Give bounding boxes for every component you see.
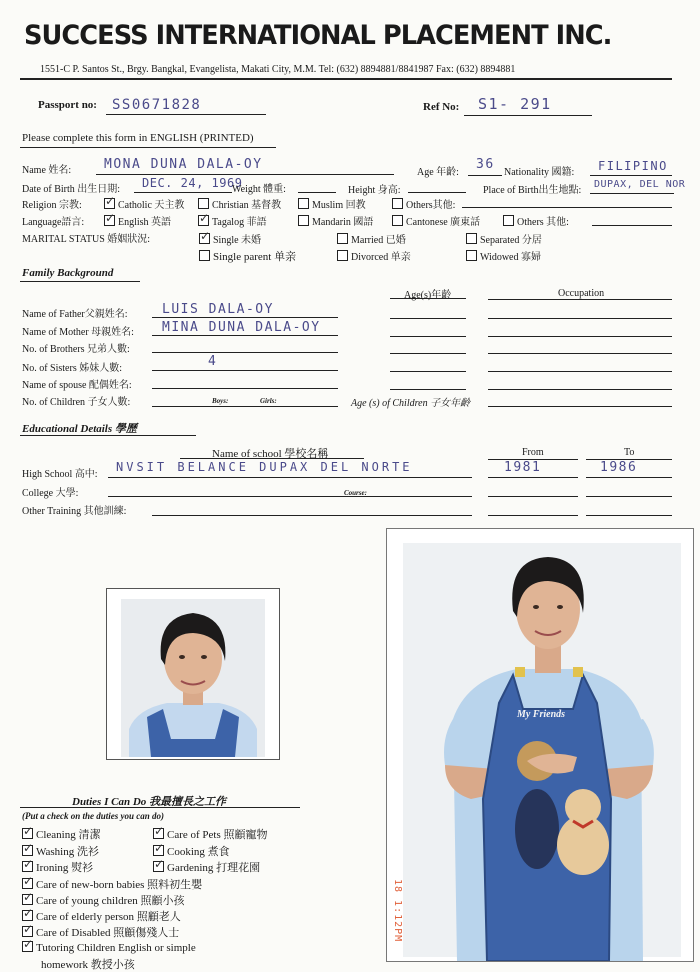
age-label: Age 年齡: bbox=[417, 167, 459, 178]
religion-catholic[interactable]: ✓ Catholic 天主教 bbox=[104, 196, 184, 211]
education-title: Educational Details 學歷 bbox=[22, 423, 137, 435]
brothers-occ-line bbox=[488, 353, 672, 354]
spouse-line bbox=[152, 388, 338, 389]
checkbox-checked-icon[interactable] bbox=[153, 828, 164, 839]
checkbox-icon[interactable] bbox=[337, 250, 348, 261]
children-line bbox=[152, 406, 338, 407]
checkbox-icon[interactable] bbox=[337, 233, 348, 244]
language-mandarin[interactable]: Mandarin 國語 bbox=[298, 213, 373, 228]
language-others[interactable]: Others 其他: bbox=[503, 213, 569, 228]
company-name: SUCCESS INTERNATIONAL PLACEMENT INC. bbox=[24, 20, 612, 51]
instructions-rule bbox=[20, 147, 276, 148]
father-label: Name of Father父親姓名: bbox=[22, 309, 128, 320]
occupation-header: Occupation bbox=[558, 288, 605, 299]
checkbox-checked-icon[interactable] bbox=[22, 941, 33, 952]
brothers-label: No. of Brothers 兄弟人數: bbox=[22, 344, 130, 355]
college-to-line bbox=[586, 496, 672, 497]
checkbox-checked-icon[interactable] bbox=[22, 910, 33, 921]
ref-label: Ref No: bbox=[423, 101, 460, 113]
brothers-line bbox=[152, 352, 338, 353]
checkbox-icon[interactable] bbox=[503, 215, 514, 226]
highschool-value[interactable]: NVSIT BELANCE DUPAX DEL NORTE bbox=[116, 460, 413, 474]
checkbox-checked-icon[interactable] bbox=[22, 845, 33, 856]
father-line bbox=[152, 317, 338, 318]
from-header: From bbox=[522, 447, 544, 458]
checkbox-checked-icon[interactable] bbox=[199, 233, 210, 244]
duty-newborn[interactable]: ✓Care of new-born babies 照料初生嬰 bbox=[22, 876, 202, 892]
duties-subtitle: (Put a check on the duties you can do) bbox=[22, 811, 164, 821]
mother-label: Name of Mother 母親姓名: bbox=[22, 327, 134, 338]
weight-line bbox=[298, 192, 336, 193]
language-english[interactable]: ✓ English 英語 bbox=[104, 213, 171, 228]
duty-disabled[interactable]: ✓Care of Disabled 照顧傷殘人士 bbox=[22, 924, 179, 940]
ref-line bbox=[464, 115, 592, 116]
checkbox-icon[interactable] bbox=[198, 198, 209, 209]
passport-line bbox=[106, 114, 266, 115]
checkbox-checked-icon[interactable] bbox=[104, 198, 115, 209]
marital-label: MARITAL STATUS 婚姻狀況: bbox=[22, 234, 151, 245]
age-header-rule bbox=[390, 298, 466, 299]
children-label: No. of Children 子女人數: bbox=[22, 397, 131, 408]
hs-to-value[interactable]: 1986 bbox=[600, 460, 638, 475]
checkbox-icon[interactable] bbox=[298, 215, 309, 226]
pob-line bbox=[590, 193, 674, 194]
sisters-age-line bbox=[390, 371, 466, 372]
mother-line bbox=[152, 335, 338, 336]
brothers-age-line bbox=[390, 353, 466, 354]
father-occ-line bbox=[488, 318, 672, 319]
name-line bbox=[96, 174, 394, 175]
checkbox-icon[interactable] bbox=[466, 250, 477, 261]
nationality-label: Nationality 國籍: bbox=[504, 167, 575, 178]
checkbox-checked-icon[interactable] bbox=[153, 861, 164, 872]
checkbox-checked-icon[interactable] bbox=[104, 215, 115, 226]
college-line bbox=[108, 496, 472, 497]
checkbox-checked-icon[interactable] bbox=[22, 926, 33, 937]
dob-value[interactable]: DEC. 24, 1969 bbox=[142, 176, 243, 190]
checkbox-icon[interactable] bbox=[298, 198, 309, 209]
school-header-rule bbox=[180, 458, 364, 459]
checkbox-checked-icon[interactable] bbox=[153, 845, 164, 856]
company-address: 1551-C P. Santos St., Brgy. Bangkal, Evangelista, Makati City, M.M. Tel: (632) 8894881/8841987 Fax: (632) 8894881 bbox=[40, 64, 516, 75]
age-line bbox=[468, 175, 502, 176]
religion-label: Religion 宗教: bbox=[22, 200, 82, 211]
duty-tutoring-extra: homework 教授小孩 bbox=[41, 959, 135, 971]
spouse-age-line bbox=[390, 389, 466, 390]
ref-value[interactable]: S1- 291 bbox=[478, 95, 552, 113]
sisters-label: No. of Sisters 姊妹人數: bbox=[22, 363, 122, 374]
checkbox-checked-icon[interactable] bbox=[22, 861, 33, 872]
marital-married[interactable]: Married 已婚 bbox=[337, 231, 406, 246]
photo-timestamp: 18 1:12PM bbox=[392, 879, 403, 943]
marital-separated[interactable]: Separated 分居 bbox=[466, 231, 542, 246]
sisters-occ-line bbox=[488, 371, 672, 372]
height-label: Height 身高: bbox=[348, 185, 401, 196]
family-title-rule bbox=[20, 281, 140, 282]
duty-elderly[interactable]: ✓Care of elderly person 照顧老人 bbox=[22, 908, 181, 924]
hs-from-line bbox=[488, 477, 578, 478]
checkbox-icon[interactable] bbox=[392, 198, 403, 209]
id-photo bbox=[106, 588, 280, 760]
nationality-value[interactable]: FILIPINO bbox=[598, 159, 668, 173]
religion-muslim[interactable]: Muslim 回教 bbox=[298, 196, 366, 211]
father-age-line bbox=[390, 318, 466, 319]
header-rule bbox=[20, 78, 672, 80]
marital-single[interactable]: ✓ Single 未婚 bbox=[199, 231, 261, 246]
religion-others[interactable]: Others其他: bbox=[392, 196, 455, 211]
duty-cleaning[interactable]: ✓Cleaning 清潔 bbox=[22, 826, 100, 842]
checkbox-checked-icon[interactable] bbox=[198, 215, 209, 226]
name-value[interactable]: MONA DUNA DALA-OY bbox=[104, 157, 263, 172]
instructions: Please complete this form in ENGLISH (PRINTED) bbox=[22, 132, 254, 144]
school-header: Name of school 學校名稱 bbox=[212, 448, 329, 460]
to-header: To bbox=[624, 447, 635, 458]
full-portrait-image bbox=[387, 529, 693, 961]
dob-label: Date of Birth 出生日期: bbox=[22, 184, 121, 195]
college-label: College 大學: bbox=[22, 488, 79, 499]
religion-christian[interactable]: Christian 基督教 bbox=[198, 196, 281, 211]
hs-from-value[interactable]: 1981 bbox=[504, 460, 542, 475]
full-photo bbox=[386, 528, 694, 962]
nationality-line bbox=[590, 175, 672, 176]
duty-washing[interactable]: ✓Washing 洗衫 bbox=[22, 843, 99, 859]
checkbox-checked-icon[interactable] bbox=[22, 894, 33, 905]
highschool-label: High School 高中: bbox=[22, 469, 98, 480]
other-to-line bbox=[586, 515, 672, 516]
course-label: Course: bbox=[344, 489, 367, 497]
name-label: Name 姓名: bbox=[22, 165, 72, 176]
duty-gardening[interactable]: ✓Gardening 打理花園 bbox=[153, 859, 260, 875]
pob-value[interactable]: DUPAX, DEL NOR bbox=[594, 179, 686, 190]
college-from-line bbox=[488, 496, 578, 497]
sisters-line bbox=[152, 370, 338, 371]
marital-widowed[interactable]: Widowed 寡婦 bbox=[466, 248, 541, 263]
language-others-line bbox=[592, 225, 672, 226]
religion-others-line bbox=[462, 207, 672, 208]
language-cantonese[interactable]: Cantonese 廣東話 bbox=[392, 213, 480, 228]
mother-age-line bbox=[390, 336, 466, 337]
hs-to-line bbox=[586, 477, 672, 478]
girls-label: Girls: bbox=[260, 397, 277, 405]
education-title-rule bbox=[20, 435, 196, 436]
duty-ironing[interactable]: ✓Ironing 熨衫 bbox=[22, 859, 93, 875]
family-title: Family Background bbox=[22, 267, 114, 279]
spouse-label: Name of spouse 配偶姓名: bbox=[22, 380, 132, 391]
duty-cooking[interactable]: ✓Cooking 煮食 bbox=[153, 843, 230, 859]
occupation-header-rule bbox=[488, 299, 672, 300]
duty-pets[interactable]: ✓Care of Pets 照顧寵物 bbox=[153, 826, 268, 842]
passport-label: Passport no: bbox=[38, 99, 97, 111]
duty-young-children[interactable]: ✓Care of young children 照顧小孩 bbox=[22, 892, 184, 908]
boys-label: Boys: bbox=[212, 397, 229, 405]
language-label: Language語言: bbox=[22, 217, 85, 228]
other-training-line bbox=[152, 515, 472, 516]
checkbox-checked-icon[interactable] bbox=[22, 828, 33, 839]
id-portrait-image bbox=[107, 589, 279, 759]
marital-divorced[interactable]: Divorced 单亲 bbox=[337, 248, 411, 263]
pob-label: Place of Birth出生地點: bbox=[483, 185, 582, 196]
language-tagalog[interactable]: ✓ Tagalog 菲語 bbox=[198, 213, 267, 228]
height-line bbox=[408, 192, 466, 193]
duties-title: Duties I Can Do 我最擅長之工作 bbox=[72, 796, 227, 808]
marital-single-parent[interactable]: Single parent 单亲 bbox=[199, 248, 296, 264]
mother-occ-line bbox=[488, 336, 672, 337]
children-age-line bbox=[488, 406, 672, 407]
weight-label: Weight 體重: bbox=[232, 184, 286, 195]
sisters-value[interactable]: 4 bbox=[208, 354, 218, 369]
checkbox-icon[interactable] bbox=[199, 250, 210, 261]
duty-tutoring[interactable]: ✓Tutoring Children English or simple bbox=[22, 941, 196, 954]
other-from-line bbox=[488, 515, 578, 516]
highschool-line bbox=[108, 477, 472, 478]
apron-text: My Friends bbox=[517, 709, 566, 720]
children-age-label: Age (s) of Children 子女年齡 bbox=[351, 398, 471, 409]
dob-line bbox=[134, 192, 232, 193]
other-training-label: Other Training 其他訓練: bbox=[22, 506, 127, 517]
duties-title-rule bbox=[20, 807, 300, 808]
checkbox-icon[interactable] bbox=[466, 233, 477, 244]
spouse-occ-line bbox=[488, 389, 672, 390]
father-value[interactable]: LUIS DALA-OY bbox=[162, 302, 274, 317]
checkbox-checked-icon[interactable] bbox=[22, 878, 33, 889]
age-value[interactable]: 36 bbox=[476, 157, 495, 172]
mother-value[interactable]: MINA DUNA DALA-OY bbox=[162, 320, 321, 335]
age-header: Age(s)年齡 bbox=[404, 290, 452, 301]
passport-value[interactable]: SS0671828 bbox=[112, 97, 202, 113]
checkbox-icon[interactable] bbox=[392, 215, 403, 226]
